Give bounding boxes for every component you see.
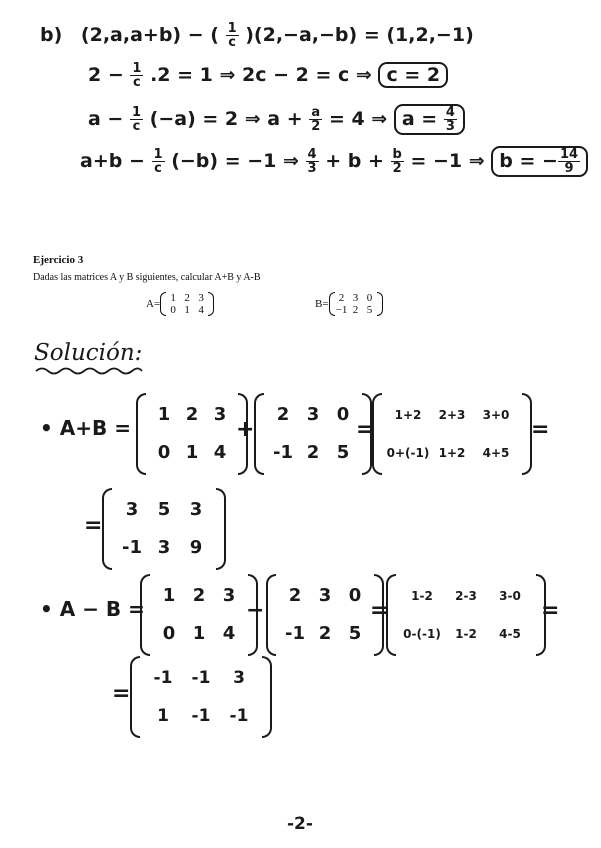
matrix-cell: 1+2 [394,408,422,422]
part-b-equation: b) (2,a,a+b) − ( $\frac{1}{c}$ )(2,−a,−b) = (1,2,−1) [40,21,474,50]
matrix-cell: 0+(-1) [386,446,430,460]
printed-matrix-cell: 2 [352,304,359,316]
sum-label: • A+B = [40,416,131,440]
matrix-cell: -1 [191,706,211,726]
diff-matrix-a [140,574,258,656]
matrix-cell: -1 [122,537,142,558]
diff-expanded-matrix [386,574,546,656]
printed-matrix-cell: −1 [335,304,348,316]
matrix-cell: 1 [157,404,171,425]
matrix-cell: 2 [288,585,302,606]
printed-matrix-cell: 2 [338,292,345,304]
printed-matrix-a: A= 1 2 3 0 1 4 [146,292,214,316]
matrix-cell: 4-5 [499,627,521,641]
printed-matrix-cell: 4 [198,304,204,316]
sum-matrix-a [136,393,248,475]
matrix-cell: 3 [233,668,245,688]
printed-matrix-cell: 2 [184,292,190,304]
matrix-cell: 0 [157,442,171,463]
heading-underline [34,366,144,376]
matrix-cell: 0 [336,404,350,425]
matrix-cell: 0 [162,623,176,644]
matrix-cell: 2 [185,404,199,425]
matrix-cell: 1-2 [411,589,433,603]
matrix-cell: 1 [192,623,206,644]
sum-result-matrix [102,488,226,570]
matrix-cell: 2+3 [438,408,466,422]
document-page: b) (2,a,a+b) − ( $\frac{1}{c}$ )(2,−a,−b) = (1,2,−1) 2 − $\frac{1}{c}$ .2 = 1 ⇒ 2c − 2 = c ⇒ c = 2 a − $\frac{1}{c}$ (−a) = 2 ⇒ a + $\frac{a}{2}$ = 4 ⇒ a = $\frac{4}{3}$ a+b − $\frac{1}{c}$ (−b) = −1 ⇒ $\frac{4}{3}$ + b + $\frac{b}{2}$ = −1 ⇒ b = − $\frac{14}{9}$ Ejercicio 3 Dadas las matrices A y B siguientes, calcular A+B y A-B A= 1 2 3 0 1 4 B= 2 3 0 −1 2 5 Solución: • A+B = 1 2 3 0 1 4 + 2 3 0 -1 2 5 = 1+2 2+3 3+0 0+(-1) 1+2 4+5 = = 3 5 3 -1 3 9 • A − B = 1 2 3 0 1 4 − 2 3 0 -1 2 5 = 1-2 2-3 3-0 0-(-1) 1-2 4-5 = = -1 -1 3 1 -1 -1 -2- [0,0,601,848]
matrix-cell: 4 [213,442,227,463]
diff-matrix-b [266,574,384,656]
printed-matrix-cell: 3 [198,292,204,304]
matrix-cell: 3-0 [499,589,521,603]
part-b-line-3: a+b − $\frac{1}{c}$ (−b) = −1 ⇒ $\frac{4}{3}$ + b + $\frac{b}{2}$ = −1 ⇒ b = − $\frac{14}{9}$ [80,146,588,177]
matrix-cell: 3 [157,537,171,558]
diff-label: • A − B = [40,597,145,621]
exercise-statement: Dadas las matrices A y B siguientes, calcular A+B y A-B [33,272,261,283]
matrix-cell: 4 [222,623,236,644]
matrix-cell: 5 [348,623,362,644]
matrix-cell: 2 [276,404,290,425]
matrix-cell: -1 [229,706,249,726]
matrix-cell: -1 [153,668,173,688]
matrix-cell: 0 [348,585,362,606]
matrix-cell: -1 [191,668,211,688]
printed-matrix-cell: 0 [366,292,373,304]
printed-matrix-cell: 3 [352,292,359,304]
matrix-cell: 1+2 [438,446,466,460]
matrix-cell: 1-2 [455,627,477,641]
matrix-cell: 5 [157,499,171,520]
sum-matrix-b [254,393,372,475]
exercise-title: Ejercicio 3 [33,254,84,266]
result-c-box: c = 2 [378,62,448,88]
matrix-cell: 2 [192,585,206,606]
matrix-cell: 3 [306,404,320,425]
matrix-cell: -1 [273,442,293,463]
matrix-cell: 1 [157,706,169,726]
matrix-cell: 1 [162,585,176,606]
diff-result-matrix [130,656,272,738]
matrix-cell: 3 [213,404,227,425]
matrix-cell: 3+0 [482,408,510,422]
result-a-box: a = $\frac{4}{3}$ [394,104,465,135]
matrix-cell: 2 [306,442,320,463]
solution-heading: Solución: [34,340,143,366]
matrix-cell: 3 [125,499,139,520]
printed-matrix-cell: 1 [184,304,190,316]
part-b-line-1: 2 − $\frac{1}{c}$ .2 = 1 ⇒ 2c − 2 = c ⇒ c = 2 [88,62,448,89]
page-number: -2- [287,814,313,834]
plus-operator: + [236,417,255,442]
minus-operator: − [246,598,265,623]
matrix-cell: 3 [222,585,236,606]
matrix-cell: 5 [336,442,350,463]
result-b-box: b = − $\frac{14}{9}$ [491,146,588,177]
matrix-cell: 4+5 [482,446,510,460]
printed-matrix-b: B= 2 3 0 −1 2 5 [315,292,383,316]
matrix-cell: 2-3 [455,589,477,603]
matrix-cell: 3 [318,585,332,606]
matrix-cell: 3 [189,499,203,520]
printed-matrix-cell: 5 [366,304,373,316]
sum-expanded-matrix [372,393,532,475]
matrix-cell: 2 [318,623,332,644]
matrix-cell: -1 [285,623,305,644]
printed-matrix-cell: 0 [170,304,176,316]
matrix-cell: 0-(-1) [403,627,441,641]
matrix-cell: 9 [189,537,203,558]
part-b-line-2: a − $\frac{1}{c}$ (−a) = 2 ⇒ a + $\frac{a}{2}$ = 4 ⇒ a = $\frac{4}{3}$ [88,104,465,135]
part-b-label: b) [40,24,63,46]
matrix-cell: 1 [185,442,199,463]
printed-matrix-cell: 1 [170,292,176,304]
